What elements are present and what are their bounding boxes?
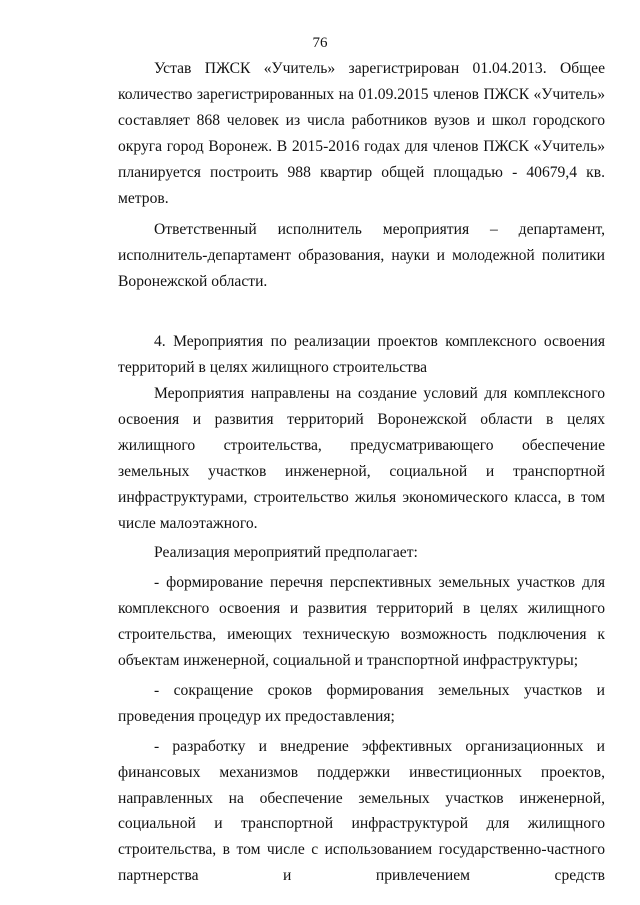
paragraph-measures-purpose: Мероприятия направлены на создание условий для комплексного освоения и развития территорий Воронежской области в целях жилищного строительства, предусматривающего обеспечение земельных участков инженерной, социальной и транспортной инфраструктурами, строительство жилья экономического класса, в том числе малоэтажного. [118,384,605,532]
page-number: 76 [312,35,328,51]
paragraph-responsible-executor: Ответственный исполнитель мероприятия – департамент, исполнитель-департамент образования, науки и молодежной политики Воронежской области. [118,221,605,291]
paragraph-implementation-intro: Реализация мероприятий предполагает: [154,544,418,562]
paragraph-charter-registration: Устав ПЖСК «Учитель» зарегистрирован 01.04.2013. Общее количество зарегистрированных на 01.09.2015 членов ПЖСК «Учитель» составляет 868 человек из числа работников вузов и школ городского округа город Воронеж. В 2015-2016 годах для членов ПЖСК «Учитель» планируется построить 988 квартир общей площадью - 40679,4 кв. метров. [118,60,605,207]
document-body [118,56,605,889]
list-item-reduce-terms: - сокращение сроков формирования земельных участков и проведения процедур их предоставления; [118,681,605,725]
section-heading-4: 4. Мероприятия по реализации проектов комплексного освоения территорий в целях жилищного строительства [118,333,605,377]
list-item-land-plots-list: - формирование перечня перспективных земельных участков для комплексного освоения и развития территорий в целях жилищного строительства, имеющих техническую возможность подключения к объектам инженерной, социальной и транспортной инфраструктуры; [118,574,605,670]
list-item-financial-mechanisms: - разработку и внедрение эффективных организационных и финансовых механизмов поддержки инвестиционных проектов, направленных на обеспечение земельных участков инженерной, социальной и транспортной инфраструктурой для жилищного строительства, в том числе с использованием государственно-частного партнерства и привлечением средств [118,737,605,885]
